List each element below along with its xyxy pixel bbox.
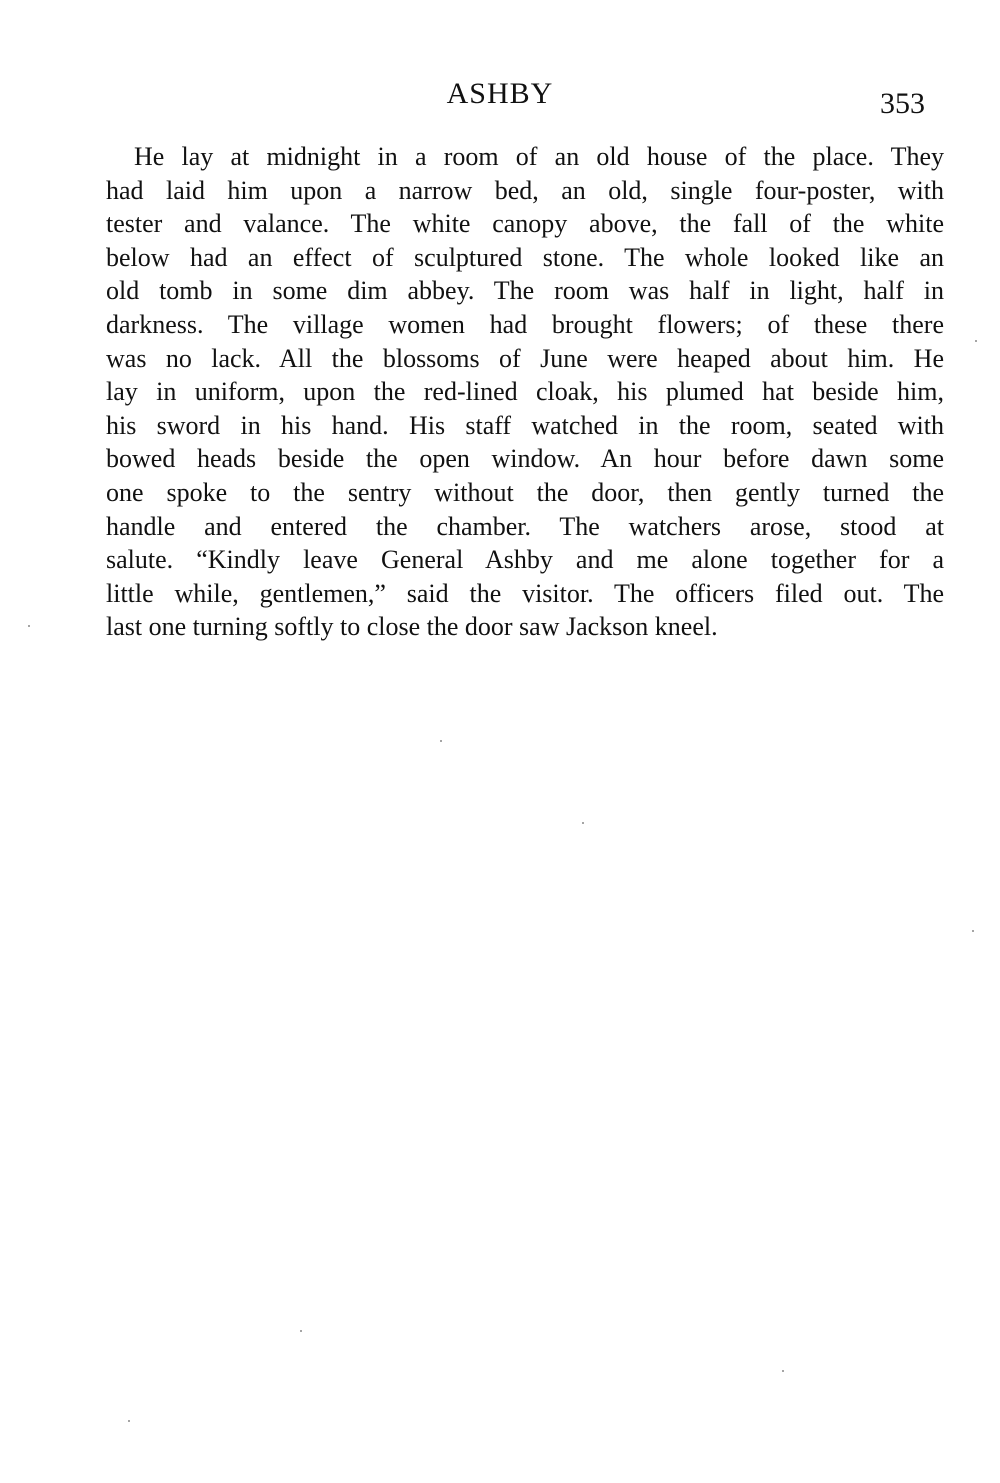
scan-speck bbox=[972, 930, 974, 932]
scan-speck bbox=[975, 340, 977, 342]
running-title: ASHBY bbox=[446, 77, 554, 110]
text-line: old tomb in some dim abbey. The room was half in light, half in bbox=[106, 276, 944, 306]
text-line: was no lack. All the blossoms of June were heaped about him. He bbox=[106, 343, 944, 373]
text-line: had laid him upon a narrow bed, an old, single four-poster, with bbox=[106, 175, 944, 205]
text-line: little while, gentlemen,” said the visitor. The officers filed out. The bbox=[106, 578, 944, 608]
text-line: below had an effect of sculptured stone. The whole looked like an bbox=[106, 242, 944, 272]
text-line: handle and entered the chamber. The watchers arose, stood at bbox=[106, 511, 944, 541]
text-line: lay in uniform, upon the red-lined cloak, his plumed hat beside him, bbox=[106, 377, 944, 407]
text-line: tester and valance. The white canopy above, the fall of the white bbox=[106, 209, 944, 239]
scan-speck bbox=[300, 1330, 302, 1332]
text-line: bowed heads beside the open window. An hour before dawn some bbox=[106, 444, 944, 474]
scan-speck bbox=[128, 1420, 130, 1422]
running-head bbox=[0, 76, 1000, 120]
text-line: salute. “Kindly leave General Ashby and me alone together for a bbox=[106, 545, 944, 575]
text-line: his sword in his hand. His staff watched in the room, seated with bbox=[106, 410, 944, 440]
scan-speck bbox=[28, 625, 30, 627]
text-line: last one turning softly to close the door saw Jackson kneel. bbox=[106, 612, 718, 642]
body-paragraph bbox=[106, 140, 944, 644]
text-line: He lay at midnight in a room of an old house of the place. They bbox=[134, 142, 944, 171]
text-line: darkness. The village women had brought flowers; of these there bbox=[106, 309, 944, 339]
text-line: one spoke to the sentry without the door, then gently turned the bbox=[106, 477, 944, 507]
scan-speck bbox=[582, 822, 584, 824]
page-number: 353 bbox=[880, 87, 925, 120]
scan-speck bbox=[440, 740, 442, 742]
scan-speck bbox=[782, 1370, 784, 1372]
